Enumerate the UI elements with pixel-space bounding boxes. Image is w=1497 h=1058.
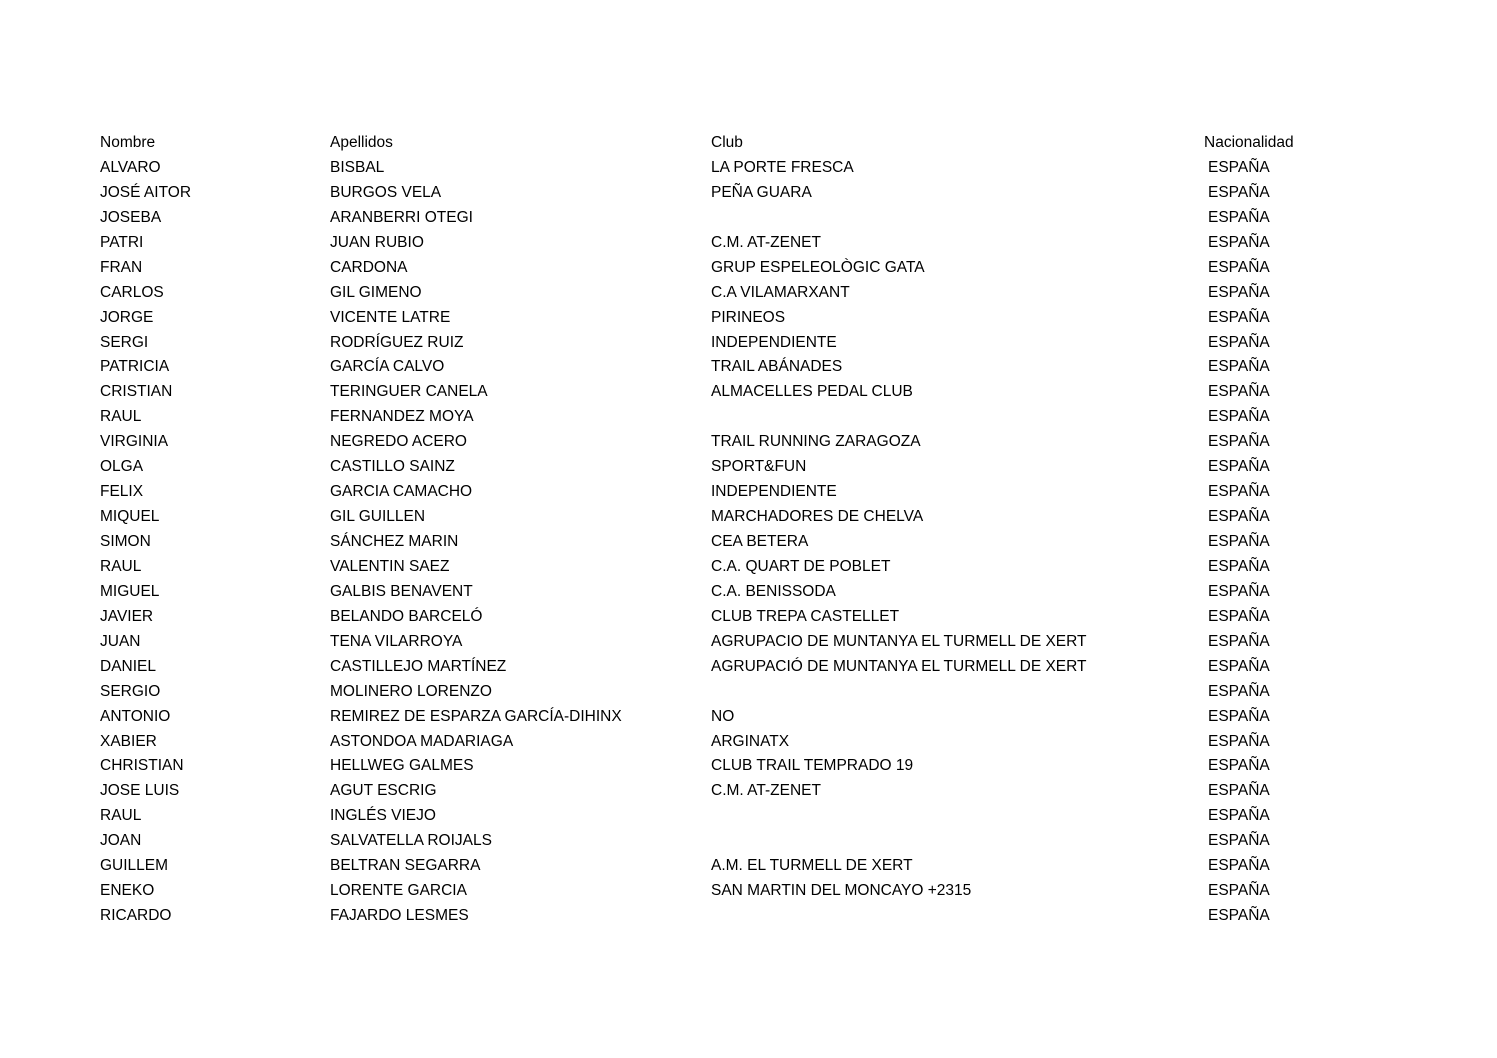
cell-nombre: RAUL <box>100 408 142 426</box>
table-row <box>100 405 1404 430</box>
participants-table <box>100 131 1404 929</box>
cell-nacionalidad: ESPAÑA <box>1208 483 1270 501</box>
column-header-nacionalidad: Nacionalidad <box>1204 134 1294 151</box>
cell-nombre: SERGI <box>100 333 149 351</box>
cell-club: C.M. AT-ZENET <box>711 782 821 800</box>
cell-apellidos: FERNANDEZ MOYA <box>330 408 474 426</box>
cell-club: C.A VILAMARXANT <box>711 283 850 301</box>
cell-club: INDEPENDIENTE <box>711 333 837 351</box>
cell-apellidos: GIL GUILLEN <box>330 508 426 526</box>
table-row <box>100 779 1404 804</box>
cell-nombre: SERGIO <box>100 682 161 700</box>
cell-nacionalidad: ESPAÑA <box>1208 882 1270 900</box>
table-row <box>100 754 1404 779</box>
cell-nombre: JOSÉ AITOR <box>100 183 192 201</box>
cell-apellidos: CASTILLO SAINZ <box>330 458 455 476</box>
cell-nombre: JORGE <box>100 308 154 326</box>
cell-club: INDEPENDIENTE <box>711 483 837 501</box>
cell-club: C.A. BENISSODA <box>711 582 836 600</box>
table-row <box>100 904 1404 929</box>
table-row <box>100 580 1404 605</box>
cell-nombre: RAUL <box>100 557 142 575</box>
cell-club: ALMACELLES PEDAL CLUB <box>711 383 913 401</box>
cell-nacionalidad: ESPAÑA <box>1208 632 1270 650</box>
cell-nacionalidad: ESPAÑA <box>1208 782 1270 800</box>
table-row <box>100 804 1404 829</box>
cell-nacionalidad: ESPAÑA <box>1208 607 1270 625</box>
cell-nacionalidad: ESPAÑA <box>1208 557 1270 575</box>
cell-nombre: CARLOS <box>100 283 164 301</box>
cell-nacionalidad: ESPAÑA <box>1208 807 1270 825</box>
cell-nacionalidad: ESPAÑA <box>1208 533 1270 550</box>
cell-nombre: JUAN <box>100 632 141 650</box>
cell-apellidos: SÁNCHEZ MARIN <box>330 533 459 550</box>
cell-nacionalidad: ESPAÑA <box>1208 283 1270 301</box>
cell-club: CEA BETERA <box>711 533 809 550</box>
cell-nombre: MIGUEL <box>100 582 160 600</box>
cell-nacionalidad: ESPAÑA <box>1208 682 1270 700</box>
cell-apellidos: JUAN RUBIO <box>330 233 424 251</box>
cell-nacionalidad: ESPAÑA <box>1208 408 1270 426</box>
cell-nombre: RAUL <box>100 807 142 825</box>
cell-nacionalidad: ESPAÑA <box>1208 433 1270 451</box>
cell-apellidos: HELLWEG GALMES <box>330 757 474 775</box>
cell-nombre: RICARDO <box>100 907 172 925</box>
table-row <box>100 281 1404 306</box>
cell-nombre: JOSE LUIS <box>100 782 180 800</box>
cell-club <box>711 405 1204 430</box>
cell-club <box>711 904 1204 929</box>
table-row <box>100 455 1404 480</box>
cell-club: AGRUPACIO DE MUNTANYA EL TURMELL DE XERT <box>711 632 1087 650</box>
cell-apellidos: TERINGUER CANELA <box>330 383 488 401</box>
cell-club: TRAIL RUNNING ZARAGOZA <box>711 433 921 451</box>
cell-nacionalidad: ESPAÑA <box>1208 707 1270 725</box>
header-row <box>100 131 1404 156</box>
cell-club: PIRINEOS <box>711 308 786 326</box>
cell-nombre: PATRI <box>100 233 144 251</box>
cell-nombre: VIRGINIA <box>100 433 169 451</box>
cell-nombre: CRISTIAN <box>100 383 173 401</box>
cell-nacionalidad: ESPAÑA <box>1208 657 1270 675</box>
cell-club: MARCHADORES DE CHELVA <box>711 508 924 526</box>
column-header-nombre: Nombre <box>100 134 156 151</box>
table-row <box>100 206 1404 231</box>
cell-apellidos: GARCÍA CALVO <box>330 358 445 376</box>
cell-club <box>711 206 1204 231</box>
table-row <box>100 879 1404 904</box>
cell-club: CLUB TRAIL TEMPRADO 19 <box>711 757 914 775</box>
cell-club: C.M. AT-ZENET <box>711 233 821 251</box>
cell-nacionalidad: ESPAÑA <box>1208 158 1270 176</box>
cell-club: SPORT&FUN <box>711 458 807 476</box>
cell-apellidos: FAJARDO LESMES <box>330 907 469 925</box>
cell-club: CLUB TREPA CASTELLET <box>711 607 900 625</box>
cell-club: C.A. QUART DE POBLET <box>711 557 891 575</box>
cell-apellidos: MOLINERO LORENZO <box>330 682 492 700</box>
cell-apellidos: BISBAL <box>330 158 385 176</box>
cell-apellidos: REMIREZ DE ESPARZA GARCÍA-DIHINX <box>330 707 622 725</box>
table-header <box>100 131 1404 156</box>
table-row <box>100 231 1404 256</box>
cell-nacionalidad: ESPAÑA <box>1208 358 1270 376</box>
cell-nacionalidad: ESPAÑA <box>1208 208 1270 226</box>
cell-nacionalidad: ESPAÑA <box>1208 582 1270 600</box>
cell-apellidos: VICENTE LATRE <box>330 308 451 326</box>
cell-nacionalidad: ESPAÑA <box>1208 857 1270 875</box>
cell-apellidos: BURGOS VELA <box>330 183 442 201</box>
cell-nombre: JOAN <box>100 832 142 850</box>
table-row <box>100 655 1404 680</box>
table-row <box>100 854 1404 879</box>
cell-club: ARGINATX <box>711 732 790 750</box>
cell-nacionalidad: ESPAÑA <box>1208 458 1270 476</box>
cell-club: TRAIL ABÁNADES <box>711 358 843 376</box>
table-row <box>100 530 1404 555</box>
table-row <box>100 306 1404 331</box>
table-row <box>100 156 1404 181</box>
cell-club: SAN MARTIN DEL MONCAYO +2315 <box>711 882 972 900</box>
table-row <box>100 380 1404 405</box>
table-row <box>100 555 1404 580</box>
cell-nombre: DANIEL <box>100 657 156 675</box>
cell-nombre: CHRISTIAN <box>100 757 184 775</box>
cell-nombre: ALVARO <box>100 158 161 176</box>
table-row <box>100 181 1404 206</box>
cell-nacionalidad: ESPAÑA <box>1208 757 1270 775</box>
cell-nacionalidad: ESPAÑA <box>1208 732 1270 750</box>
cell-nacionalidad: ESPAÑA <box>1208 308 1270 326</box>
cell-club: NO <box>711 707 735 725</box>
table-row <box>100 480 1404 505</box>
cell-apellidos: SALVATELLA ROIJALS <box>330 832 492 850</box>
table-row <box>100 705 1404 730</box>
table-row <box>100 730 1404 755</box>
table-row <box>100 256 1404 281</box>
cell-apellidos: GALBIS BENAVENT <box>330 582 473 600</box>
cell-nombre: FELIX <box>100 483 144 501</box>
table-row <box>100 355 1404 380</box>
cell-nombre: JAVIER <box>100 607 154 625</box>
cell-club <box>711 829 1204 854</box>
cell-nacionalidad: ESPAÑA <box>1208 832 1270 850</box>
cell-club: GRUP ESPELEOLÒGIC GATA <box>711 258 925 276</box>
cell-club: AGRUPACIÓ DE MUNTANYA EL TURMELL DE XERT <box>711 657 1087 675</box>
cell-nacionalidad: ESPAÑA <box>1208 183 1270 201</box>
table-row <box>100 630 1404 655</box>
cell-apellidos: BELTRAN SEGARRA <box>330 857 481 875</box>
table-row <box>100 505 1404 530</box>
cell-apellidos: GIL GIMENO <box>330 283 422 301</box>
cell-club <box>711 680 1204 705</box>
cell-apellidos: VALENTIN SAEZ <box>330 557 450 575</box>
table-row <box>100 605 1404 630</box>
table-row <box>100 430 1404 455</box>
cell-nombre: PATRICIA <box>100 358 170 376</box>
table-row <box>100 829 1404 854</box>
cell-nombre: MIQUEL <box>100 508 160 526</box>
cell-nacionalidad: ESPAÑA <box>1208 383 1270 401</box>
cell-apellidos: INGLÉS VIEJO <box>330 807 436 825</box>
cell-club <box>711 804 1204 829</box>
column-header-club: Club <box>711 134 743 151</box>
table-row <box>100 680 1404 705</box>
cell-nombre: GUILLEM <box>100 857 169 875</box>
cell-nombre: JOSEBA <box>100 208 162 226</box>
cell-nacionalidad: ESPAÑA <box>1208 258 1270 276</box>
cell-nacionalidad: ESPAÑA <box>1208 333 1270 351</box>
cell-apellidos: ARANBERRI OTEGI <box>330 208 473 226</box>
cell-apellidos: LORENTE GARCIA <box>330 882 467 900</box>
table-body <box>100 156 1404 929</box>
cell-nombre: XABIER <box>100 732 157 750</box>
cell-apellidos: RODRÍGUEZ RUIZ <box>330 333 464 351</box>
cell-nacionalidad: ESPAÑA <box>1208 907 1270 925</box>
cell-nombre: FRAN <box>100 258 143 276</box>
cell-nombre: ANTONIO <box>100 707 171 725</box>
cell-club: LA PORTE FRESCA <box>711 158 854 176</box>
cell-apellidos: CASTILLEJO MARTÍNEZ <box>330 657 507 675</box>
cell-apellidos: AGUT ESCRIG <box>330 782 437 800</box>
cell-nacionalidad: ESPAÑA <box>1208 233 1270 251</box>
cell-club: PEÑA GUARA <box>711 183 812 201</box>
table-row <box>100 331 1404 356</box>
cell-nombre: OLGA <box>100 458 144 476</box>
cell-nombre: SIMON <box>100 533 151 550</box>
cell-apellidos: TENA VILARROYA <box>330 632 463 650</box>
cell-apellidos: GARCIA CAMACHO <box>330 483 473 501</box>
cell-apellidos: ASTONDOA MADARIAGA <box>330 732 514 750</box>
cell-nacionalidad: ESPAÑA <box>1208 508 1270 526</box>
cell-club: A.M. EL TURMELL DE XERT <box>711 857 913 875</box>
cell-nombre: ENEKO <box>100 882 155 900</box>
cell-apellidos: NEGREDO ACERO <box>330 433 467 451</box>
column-header-apellidos: Apellidos <box>330 134 393 151</box>
cell-apellidos: CARDONA <box>330 258 408 276</box>
cell-apellidos: BELANDO BARCELÓ <box>330 607 483 625</box>
